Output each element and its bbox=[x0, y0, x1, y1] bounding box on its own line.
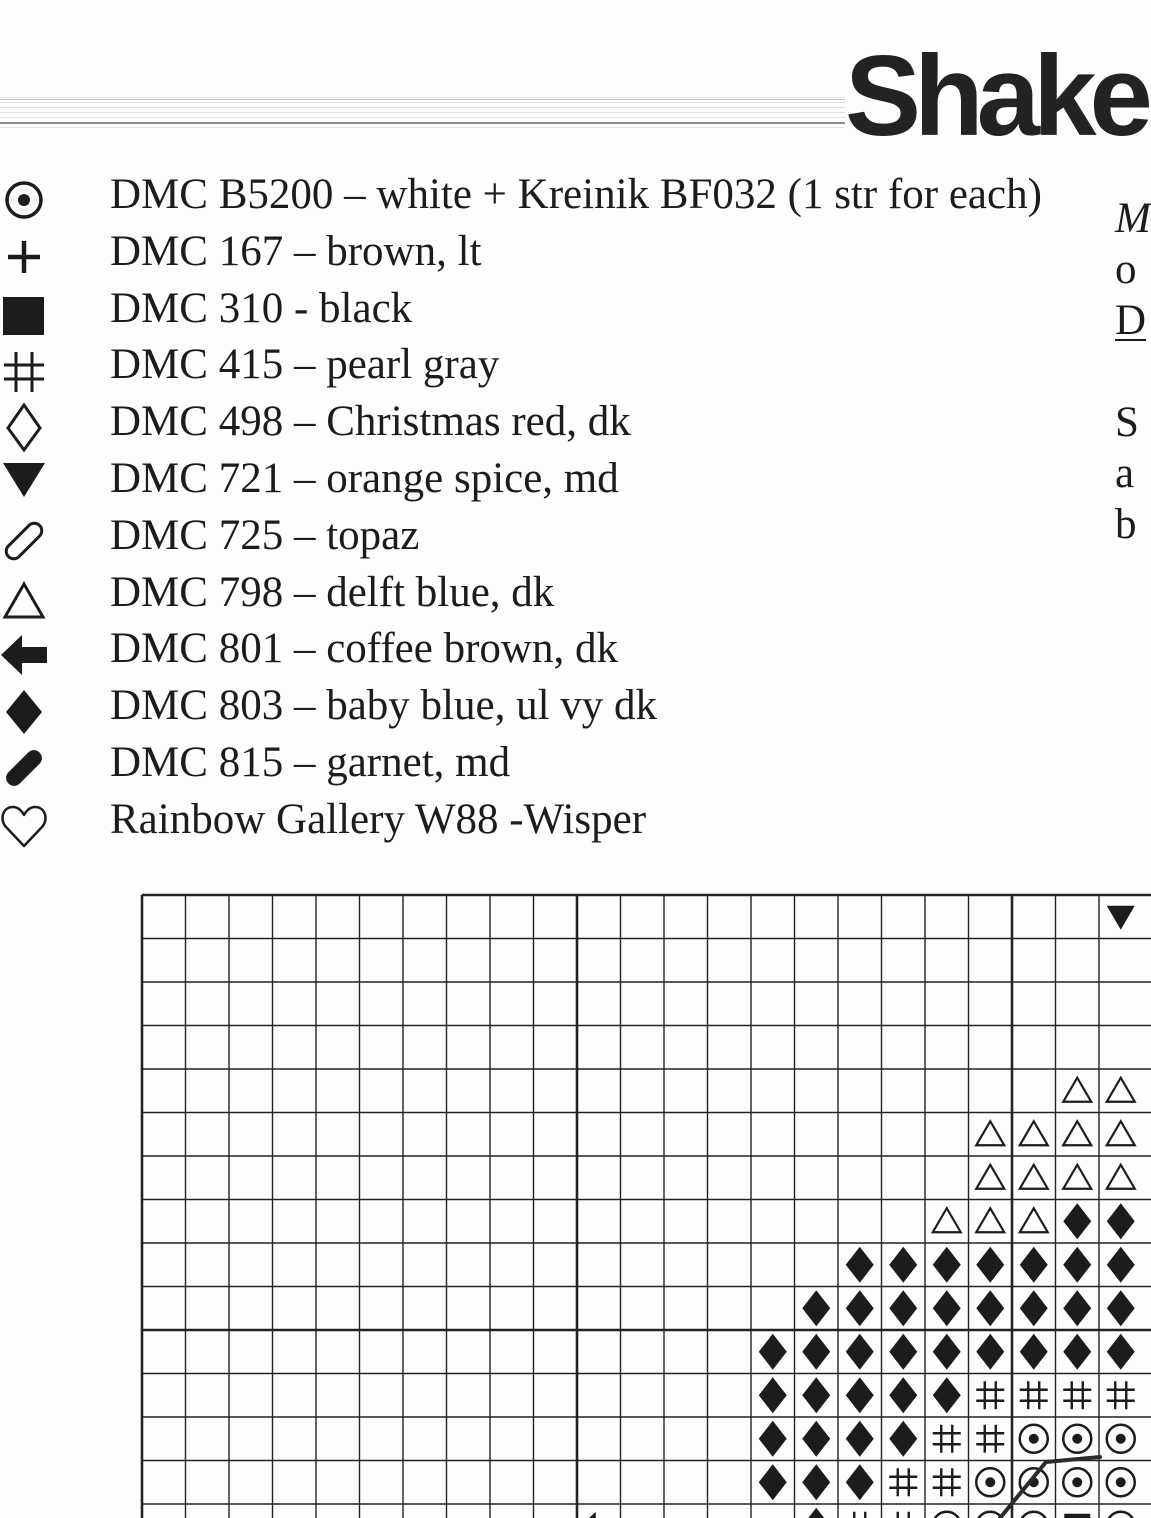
stitch-diamond-filled bbox=[976, 1290, 1004, 1326]
stitch-diamond-filled bbox=[1020, 1290, 1048, 1326]
stitch-diamond-filled bbox=[846, 1421, 874, 1457]
legend-item bbox=[0, 508, 1080, 565]
stitch-diamond-filled bbox=[759, 1377, 787, 1413]
stitch-diamond-filled bbox=[1063, 1290, 1091, 1326]
stitch-hash bbox=[933, 1425, 961, 1453]
left-arrow-icon bbox=[0, 630, 48, 678]
legend-item bbox=[0, 281, 1080, 338]
stitch-diamond-filled bbox=[759, 1464, 787, 1500]
stitch-circle-dot bbox=[933, 1512, 961, 1518]
legend-label: DMC 721 – orange spice, md bbox=[110, 454, 619, 502]
thread-legend bbox=[0, 167, 1080, 849]
chart-grid bbox=[142, 895, 1151, 1518]
stitch-diamond-filled bbox=[889, 1247, 917, 1283]
stitch-diamond-filled bbox=[1107, 1247, 1135, 1283]
cross-stitch-chart bbox=[140, 893, 1138, 1518]
stitch-hash bbox=[933, 1468, 961, 1496]
stitch-hash bbox=[889, 1468, 917, 1496]
stitch-diamond-filled bbox=[802, 1464, 830, 1500]
stitch-triangle-outline bbox=[1063, 1165, 1091, 1189]
stitch-down-triangle bbox=[1107, 906, 1135, 930]
stitch-diamond-filled bbox=[1107, 1334, 1135, 1370]
legend-label: DMC B5200 – white + Kreinik BF032 (1 str for each) bbox=[110, 171, 1042, 218]
stitch-circle-dot bbox=[1107, 1425, 1135, 1453]
stitch-diamond-filled bbox=[1063, 1334, 1091, 1370]
legend-label: DMC 498 – Christmas red, dk bbox=[110, 398, 631, 446]
stitch-diamond-filled bbox=[976, 1334, 1004, 1370]
filled-diamond-icon bbox=[0, 687, 48, 735]
legend-item bbox=[0, 451, 1080, 508]
stitch-circle-dot bbox=[976, 1468, 1004, 1496]
stitch-diamond-filled bbox=[933, 1377, 961, 1413]
stitch-hash bbox=[1063, 1381, 1091, 1409]
stitch-triangle-outline bbox=[1107, 1165, 1135, 1189]
stitch-hash bbox=[976, 1381, 1004, 1409]
stitch-triangle-outline bbox=[1063, 1078, 1091, 1102]
stitch-hash bbox=[889, 1512, 917, 1518]
down-triangle-icon bbox=[0, 460, 48, 508]
legend-label: DMC 167 – brown, lt bbox=[110, 227, 482, 275]
stitch-diamond-filled bbox=[802, 1377, 830, 1413]
stitch-diamond-filled bbox=[1063, 1203, 1091, 1239]
stitch-circle-dot bbox=[1063, 1468, 1091, 1496]
stitch-diamond-filled bbox=[846, 1290, 874, 1326]
stitch-circle-dot bbox=[1107, 1468, 1135, 1496]
stitch-diamond-filled bbox=[846, 1247, 874, 1283]
stitch-diamond-filled bbox=[889, 1421, 917, 1457]
stitch-diamond-filled bbox=[1020, 1247, 1048, 1283]
legend-item bbox=[0, 621, 1080, 678]
hash-icon bbox=[0, 346, 48, 394]
legend-item bbox=[0, 167, 1080, 224]
stitch-hash bbox=[1107, 1381, 1135, 1409]
stitch-diamond-filled bbox=[933, 1290, 961, 1326]
title-area bbox=[845, 33, 1146, 160]
stitch-diamond-filled bbox=[889, 1290, 917, 1326]
stitch-diamond-filled bbox=[802, 1508, 830, 1518]
stitch-triangle-outline bbox=[976, 1208, 1004, 1232]
side-note-line: a bbox=[1115, 450, 1135, 497]
legend-label: DMC 801 – coffee brown, dk bbox=[110, 625, 618, 673]
legend-item bbox=[0, 678, 1080, 735]
side-note-link-line: D bbox=[1115, 297, 1147, 344]
legend-item bbox=[0, 337, 1080, 394]
side-note-line: b bbox=[1115, 501, 1137, 548]
side-note-line: M bbox=[1115, 195, 1151, 242]
filled-slanted-pill-icon bbox=[0, 744, 48, 792]
stitch-triangle-outline bbox=[1020, 1165, 1048, 1189]
stitch-triangle-outline bbox=[1020, 1208, 1048, 1232]
filled-square-icon bbox=[0, 290, 48, 338]
stitch-diamond-filled bbox=[976, 1247, 1004, 1283]
side-note-line: S bbox=[1115, 399, 1139, 446]
legend-label: DMC 798 – delft blue, dk bbox=[110, 568, 555, 616]
stitch-left-arrow bbox=[581, 1512, 617, 1518]
stitch-diamond-filled bbox=[1107, 1203, 1135, 1239]
stitch-diamond-filled bbox=[846, 1377, 874, 1413]
stitch-hash bbox=[976, 1425, 1004, 1453]
stitch-diamond-filled bbox=[1063, 1247, 1091, 1283]
pattern-title: Shake bbox=[845, 33, 1146, 160]
stitch-triangle-outline bbox=[1063, 1121, 1091, 1145]
legend-label: DMC 725 – topaz bbox=[110, 511, 420, 559]
stitch-hash bbox=[846, 1512, 874, 1518]
legend-label: Rainbow Gallery W88 -Wisper bbox=[110, 795, 647, 843]
stitch-circle-dot bbox=[1020, 1512, 1048, 1518]
stitch-hash bbox=[1020, 1381, 1048, 1409]
plus-icon bbox=[0, 233, 48, 281]
heart-outline-icon bbox=[0, 801, 48, 849]
stitch-diamond-filled bbox=[802, 1421, 830, 1457]
legend-item bbox=[0, 394, 1080, 451]
stitch-diamond-filled bbox=[759, 1421, 787, 1457]
stitch-diamond-filled bbox=[1107, 1290, 1135, 1326]
side-note-paragraph bbox=[1115, 193, 1151, 346]
header-rule bbox=[0, 97, 845, 129]
stitch-square-filled bbox=[1064, 1514, 1090, 1518]
stitch-diamond-filled bbox=[846, 1334, 874, 1370]
stitch-diamond-filled bbox=[846, 1464, 874, 1500]
stitch-triangle-outline bbox=[1107, 1121, 1135, 1145]
stitch-diamond-filled bbox=[933, 1247, 961, 1283]
outline-diamond-icon bbox=[0, 403, 48, 451]
stitch-diamond-filled bbox=[759, 1334, 787, 1370]
stitch-triangle-outline bbox=[976, 1165, 1004, 1189]
stitch-diamond-filled bbox=[802, 1290, 830, 1326]
legend-label: DMC 310 - black bbox=[110, 284, 413, 332]
stitch-triangle-outline bbox=[976, 1121, 1004, 1145]
stitch-triangle-outline bbox=[933, 1208, 961, 1232]
stitch-diamond-filled bbox=[889, 1334, 917, 1370]
outline-slanted-pill-icon bbox=[0, 517, 48, 565]
legend-item bbox=[0, 565, 1080, 622]
stitch-triangle-outline bbox=[1020, 1121, 1048, 1145]
stitch-circle-dot bbox=[1020, 1468, 1048, 1496]
circle-dot-icon bbox=[0, 176, 48, 224]
legend-item bbox=[0, 792, 1080, 849]
legend-item bbox=[0, 735, 1080, 792]
side-note-cropped bbox=[1115, 193, 1151, 553]
backstitch-line bbox=[1000, 1457, 1100, 1518]
stitch-circle-dot bbox=[1020, 1425, 1048, 1453]
stitch-triangle-outline bbox=[1107, 1078, 1135, 1102]
stitch-diamond-filled bbox=[889, 1377, 917, 1413]
stitch-diamond-filled bbox=[802, 1334, 830, 1370]
stitch-circle-dot bbox=[1063, 1425, 1091, 1453]
legend-label: DMC 415 – pearl gray bbox=[110, 341, 500, 389]
side-note-paragraph bbox=[1115, 397, 1138, 550]
stitch-diamond-filled bbox=[933, 1334, 961, 1370]
legend-label: DMC 815 – garnet, md bbox=[110, 738, 511, 786]
side-note-line: o bbox=[1115, 246, 1137, 293]
outline-triangle-icon bbox=[0, 574, 48, 622]
legend-item bbox=[0, 224, 1080, 281]
stitch-diamond-filled bbox=[1020, 1334, 1048, 1370]
legend-label: DMC 803 – baby blue, ul vy dk bbox=[110, 682, 658, 730]
stitch-circle-dot bbox=[1107, 1512, 1135, 1518]
